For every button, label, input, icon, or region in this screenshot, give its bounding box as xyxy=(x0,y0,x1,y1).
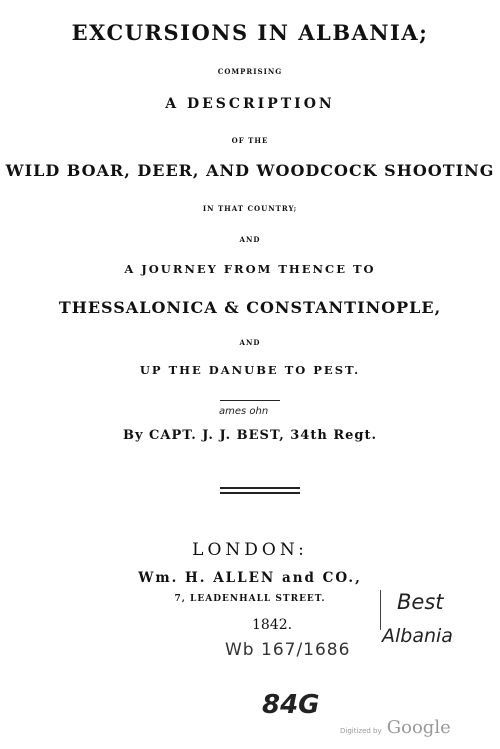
catalog-author-handwritten: Best xyxy=(397,590,444,614)
author-rule xyxy=(220,400,280,401)
and-text-2: AND xyxy=(239,338,261,347)
double-rule-bottom xyxy=(220,492,300,494)
author-handwritten-note: ames ohn xyxy=(219,406,269,417)
google-watermark xyxy=(340,717,451,738)
of-the-text: OF THE xyxy=(231,136,269,145)
catalog-bracket-line xyxy=(380,590,381,630)
description-text: A DESCRIPTION xyxy=(165,96,335,112)
journey-text: A JOURNEY FROM THENCE TO xyxy=(124,262,376,276)
google-logo-text: Google xyxy=(386,717,451,738)
catalog-subject-handwritten: Albania xyxy=(382,625,453,647)
in-that-country-text: IN THAT COUNTRY; xyxy=(202,204,298,213)
comprising-text: COMPRISING xyxy=(217,67,283,76)
author-line: By CAPT. J. J. BEST, 34th Regt. xyxy=(122,428,378,443)
double-rule-top xyxy=(220,487,300,489)
book-title: EXCURSIONS IN ALBANIA; xyxy=(71,20,429,45)
shelfmark-handwritten: Wb 167/1686 xyxy=(225,640,351,660)
digitized-by-text: Digitized by xyxy=(340,727,382,735)
page-number-handwritten: 84G xyxy=(262,690,320,720)
and-text-1: AND xyxy=(239,235,261,244)
publication-year: 1842. xyxy=(252,617,293,633)
publisher-address: 7, LEADENHALL STREET. xyxy=(174,594,326,604)
danube-text: UP THE DANUBE TO PEST. xyxy=(139,363,361,377)
subject-text: WILD BOAR, DEER, AND WOODCOCK SHOOTING xyxy=(5,161,495,180)
publisher-name: Wm. H. ALLEN and CO., xyxy=(138,570,362,586)
destinations-text: THESSALONICA & CONSTANTINOPLE, xyxy=(58,298,442,317)
place-of-publication: LONDON: xyxy=(192,540,308,560)
